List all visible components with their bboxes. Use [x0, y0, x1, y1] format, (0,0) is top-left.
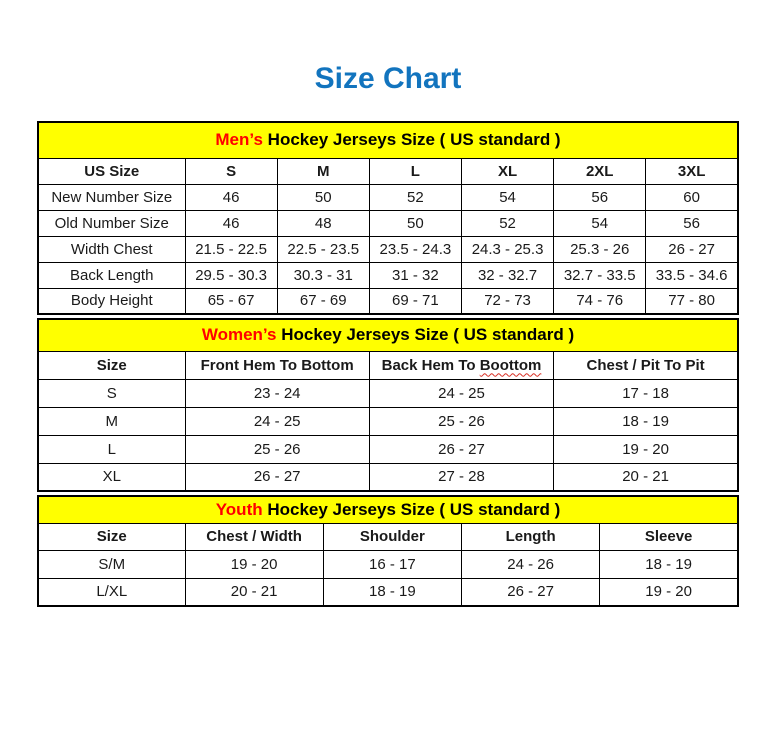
value-cell: 26 - 27: [462, 578, 600, 606]
header-cell: 2XL: [554, 158, 646, 184]
value-cell: 74 - 76: [554, 288, 646, 314]
header-cell: Chest / Pit To Pit: [554, 351, 738, 379]
header-cell: XL: [461, 158, 553, 184]
value-cell: 18 - 19: [554, 407, 738, 435]
value-cell: 32 - 32.7: [461, 262, 553, 288]
youth-section-title: [38, 496, 738, 523]
womens-section-title: [38, 319, 738, 351]
table-row: [38, 379, 738, 407]
value-cell: 19 - 20: [554, 435, 738, 463]
header-cell: Shoulder: [323, 523, 461, 550]
value-cell: 56: [646, 210, 738, 236]
row-label-cell: Body Height: [38, 288, 185, 314]
value-cell: 31 - 32: [369, 262, 461, 288]
value-cell: 46: [185, 210, 277, 236]
value-cell: 50: [277, 184, 369, 210]
value-cell: 23.5 - 24.3: [369, 236, 461, 262]
value-cell: 26 - 27: [646, 236, 738, 262]
table-row: [38, 550, 738, 578]
value-cell: 25 - 26: [369, 407, 553, 435]
header-cell: L: [369, 158, 461, 184]
value-cell: 50: [369, 210, 461, 236]
womens-section-band: [38, 319, 738, 351]
back-hem-prefix: Back Hem To: [381, 356, 480, 374]
value-cell: 33.5 - 34.6: [646, 262, 738, 288]
value-cell: 27 - 28: [369, 463, 553, 491]
header-cell: 3XL: [646, 158, 738, 184]
value-cell: 16 - 17: [323, 550, 461, 578]
value-cell: 25 - 26: [185, 435, 369, 463]
table-row: [38, 435, 738, 463]
value-cell: 52: [369, 184, 461, 210]
value-cell: 54: [554, 210, 646, 236]
value-cell: 29.5 - 30.3: [185, 262, 277, 288]
mens-title-rest: Hockey Jerseys Size ( US standard ): [267, 130, 561, 150]
youth-title-rest: Hockey Jerseys Size ( US standard ): [267, 499, 561, 519]
page-title: Size Chart: [314, 62, 462, 95]
value-cell: 77 - 80: [646, 288, 738, 314]
youth-section-band: [38, 496, 738, 523]
header-cell-misspelled: [369, 351, 553, 379]
mens-section-band: [38, 122, 738, 158]
table-row: [38, 262, 738, 288]
value-cell: 17 - 18: [554, 379, 738, 407]
womens-title-rest: Hockey Jerseys Size ( US standard ): [281, 325, 575, 345]
value-cell: 72 - 73: [461, 288, 553, 314]
youth-header-row: [38, 523, 738, 550]
youth-title-highlight: Youth: [215, 499, 263, 519]
header-cell: Size: [38, 351, 185, 379]
value-cell: 21.5 - 22.5: [185, 236, 277, 262]
value-cell: 56: [554, 184, 646, 210]
value-cell: 54: [461, 184, 553, 210]
value-cell: 65 - 67: [185, 288, 277, 314]
row-label-cell: Width Chest: [38, 236, 185, 262]
value-cell: 19 - 20: [185, 550, 323, 578]
table-row: [38, 407, 738, 435]
size-cell: XL: [38, 463, 185, 491]
size-cell: S/M: [38, 550, 185, 578]
value-cell: 24 - 25: [369, 379, 553, 407]
header-cell: Front Hem To Bottom: [185, 351, 369, 379]
value-cell: 26 - 27: [369, 435, 553, 463]
size-cell: S: [38, 379, 185, 407]
value-cell: 24 - 26: [462, 550, 600, 578]
header-cell: Chest / Width: [185, 523, 323, 550]
value-cell: 25.3 - 26: [554, 236, 646, 262]
size-cell: L/XL: [38, 578, 185, 606]
row-label-cell: New Number Size: [38, 184, 185, 210]
size-cell: L: [38, 435, 185, 463]
header-cell: Size: [38, 523, 185, 550]
value-cell: 20 - 21: [554, 463, 738, 491]
womens-header-row: [38, 351, 738, 379]
header-cell: Length: [462, 523, 600, 550]
value-cell: 19 - 20: [600, 578, 738, 606]
row-label-cell: Old Number Size: [38, 210, 185, 236]
womens-size-table: [37, 318, 739, 492]
mens-section-title: [38, 122, 738, 158]
mens-title-highlight: Men’s: [215, 130, 263, 150]
spellcheck-squiggle-word: Boottom: [479, 356, 542, 374]
value-cell: 32.7 - 33.5: [554, 262, 646, 288]
header-cell: S: [185, 158, 277, 184]
size-cell: M: [38, 407, 185, 435]
row-label-cell: Back Length: [38, 262, 185, 288]
header-cell: M: [277, 158, 369, 184]
value-cell: 26 - 27: [185, 463, 369, 491]
value-cell: 24 - 25: [185, 407, 369, 435]
table-row: [38, 184, 738, 210]
table-row: [38, 236, 738, 262]
value-cell: 18 - 19: [323, 578, 461, 606]
value-cell: 24.3 - 25.3: [461, 236, 553, 262]
womens-title-highlight: Women’s: [201, 325, 277, 345]
value-cell: 46: [185, 184, 277, 210]
size-chart-page: [0, 60, 776, 607]
value-cell: 52: [461, 210, 553, 236]
value-cell: 22.5 - 23.5: [277, 236, 369, 262]
value-cell: 60: [646, 184, 738, 210]
mens-header-row: [38, 158, 738, 184]
mens-size-table: [37, 121, 739, 315]
table-row: [38, 288, 738, 314]
table-row: [38, 463, 738, 491]
value-cell: 18 - 19: [600, 550, 738, 578]
value-cell: 20 - 21: [185, 578, 323, 606]
value-cell: 67 - 69: [277, 288, 369, 314]
table-row: [38, 210, 738, 236]
youth-size-table: [37, 495, 739, 607]
value-cell: 48: [277, 210, 369, 236]
value-cell: 69 - 71: [369, 288, 461, 314]
header-cell: Sleeve: [600, 523, 738, 550]
value-cell: 23 - 24: [185, 379, 369, 407]
header-cell: US Size: [38, 158, 185, 184]
table-row: [38, 578, 738, 606]
value-cell: 30.3 - 31: [277, 262, 369, 288]
